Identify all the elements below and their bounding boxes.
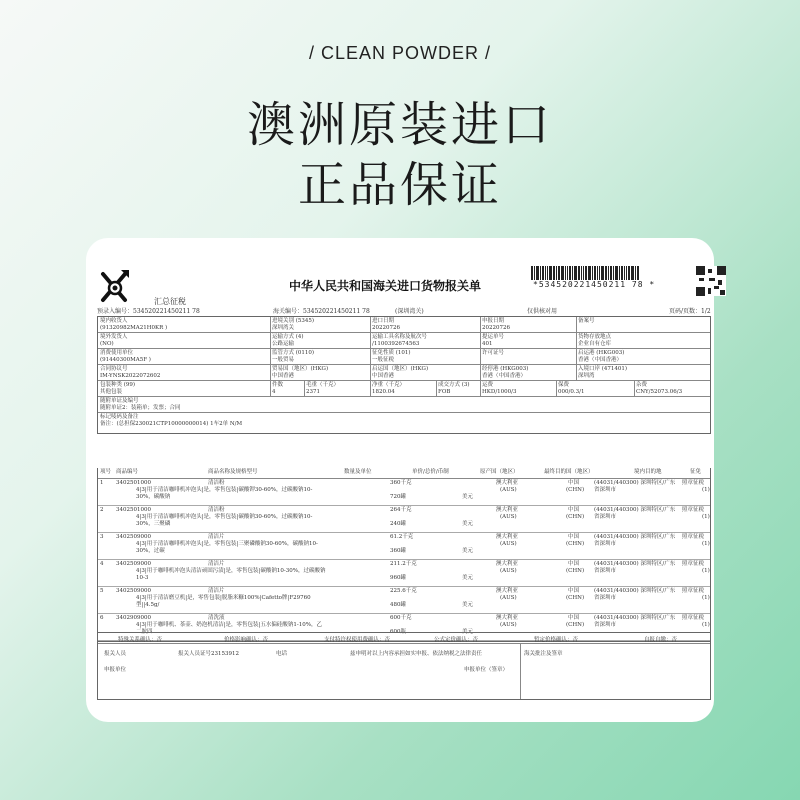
col-duty: 征免 [690, 469, 702, 475]
value-bill-no: 401 [482, 341, 493, 347]
tagline: / CLEAN POWDER / [308, 43, 492, 63]
label-pieces: 件数 [272, 382, 284, 388]
verification-note: 仅供核对用 [527, 308, 558, 315]
value-freight: HKD/1000/3 [482, 389, 517, 395]
declarant-label: 报关人员 [104, 651, 127, 657]
customs-no: 海关编号：534520221450211 78 [273, 308, 370, 315]
value-net-weight: 1820.04 [372, 389, 395, 395]
goods-spec: 4|3|用于咖啡机、茶壶、奶泡机清洁|是，零售包装|五水偏硅酸钠1-10%，乙二胺四 [136, 622, 322, 635]
confirm-formula-price: 公式定价确认：否 [434, 637, 479, 643]
goods-cur: 美元 [462, 494, 474, 500]
declaration-card [86, 238, 714, 722]
goods-region: (44031/440300) 深圳特区/广东省深圳市 [594, 588, 676, 601]
grid-row [98, 365, 710, 381]
goods-duty: 照章征税 [682, 588, 705, 594]
value-package-type: 其他包装 [100, 389, 123, 395]
label-attached-docs: 随附单证及编号 [100, 398, 139, 404]
label-transport-mode: 运输方式 (4) [272, 334, 304, 340]
value-insurance: 000/0.3/1 [558, 389, 585, 395]
value-departure-port: 香港（中国香港） [578, 357, 623, 363]
confirm-temp-price: 暂定价格确认：否 [534, 637, 579, 643]
goods-qty2: 480罐 [390, 602, 406, 608]
goods-qty2: 720罐 [390, 494, 406, 500]
goods-duty: 照章征税 [682, 561, 705, 567]
goods-origin-code: (AUS) [500, 622, 517, 628]
document-title: 中华人民共和国海关进口货物报关单 [289, 279, 482, 293]
goods-table [97, 468, 711, 642]
label-storage: 货物存放地点 [578, 334, 612, 340]
goods-dest: 中国 [568, 507, 580, 513]
goods-qty2: 240罐 [390, 521, 406, 527]
goods-dest: 中国 [568, 588, 580, 594]
label-transit-port: 经停港 (HKG003) [482, 366, 529, 372]
goods-spec: 4|3|用于清洁磨豆机|是，零售包装|脱脂米糠100%|Cafetto牌|F29760型||4.5g/ [136, 595, 311, 608]
value-transport-mode: 公路运输 [272, 341, 295, 347]
label-bill-no: 提运单号 [482, 334, 505, 340]
confirm-self-pay: 自报自缴：否 [644, 637, 678, 643]
goods-no: 3 [100, 534, 104, 540]
label-tax-nature: 征免性质 (101) [372, 350, 411, 356]
label-departure-port: 启运港 (HKG003) [578, 350, 625, 356]
value-transit-port: 香港（中国香港） [482, 373, 527, 379]
barcode-number: *534520221450211 78 * [533, 280, 656, 289]
goods-origin-code: (AUS) [500, 541, 517, 547]
goods-spec: 4|3|用于清洁咖啡机冲泡头|是，零售包装|三聚磷酸钠30-60%，碳酸钠10-30%，过碳 [136, 541, 318, 554]
goods-qty1: 600千克 [390, 615, 412, 621]
barcode [531, 266, 676, 280]
goods-code: 3402501000 [116, 480, 151, 486]
confirm-row [98, 633, 710, 644]
goods-region: (44031/440300) 深圳特区/广东省深圳市 [594, 534, 676, 547]
goods-qty1: 360千克 [390, 480, 412, 486]
label-gross-weight: 毛重（千克） [306, 382, 340, 388]
goods-name: 清洁粉 [208, 480, 225, 486]
goods-dest: 中国 [568, 534, 580, 540]
meta-row [97, 306, 709, 316]
value-vehicle: /1100392674563 [372, 341, 420, 347]
goods-no: 4 [100, 561, 104, 567]
goods-no: 5 [100, 588, 104, 594]
value-trade-country: 中国香港 [272, 373, 295, 379]
goods-origin-code: (AUS) [500, 487, 517, 493]
goods-dest-code: (CHN) [566, 595, 585, 601]
value-entry-point: 深圳湾 [578, 373, 595, 379]
goods-row [98, 479, 710, 506]
col-item-no: 项号 [100, 469, 112, 475]
goods-origin: 澳大利亚 [496, 507, 519, 513]
label-import-date: 进口日期 [372, 318, 395, 324]
goods-cur: 美元 [462, 548, 474, 554]
grid-row-docs [98, 397, 710, 413]
goods-qty2: 960罐 [390, 575, 406, 581]
value-contract: IM-YNSK2022072602 [100, 373, 161, 379]
value-pieces: 4 [272, 389, 276, 395]
goods-duty-code: (1) [702, 595, 710, 601]
goods-name: 清洁片 [208, 534, 225, 540]
col-hs-code: 商品编号 [116, 469, 139, 475]
value-storage: 企业自有仓库 [578, 341, 612, 347]
value-import-date: 20220726 [372, 325, 400, 331]
label-freight: 运费 [482, 382, 494, 388]
qr-code-icon [696, 266, 726, 296]
value-marks: 备注：(总担保230021CTP10000000014) 1车2单 N/M [100, 421, 243, 427]
label-deal-mode: 成交方式 (3) [438, 382, 470, 388]
label-user-unit: 消费使用单位 [100, 350, 134, 356]
value-gross-weight: 2371 [306, 389, 320, 395]
goods-duty-code: (1) [702, 541, 710, 547]
declaring-unit: 申报单位 [104, 667, 127, 673]
col-quantity: 数量及单位 [344, 469, 372, 475]
org-label: 汇总征税 [154, 297, 186, 306]
label-package-type: 包装种类 (99) [100, 382, 136, 388]
goods-row [98, 587, 710, 614]
goods-dest-code: (CHN) [566, 541, 585, 547]
label-vehicle: 运输工具名称及航次号 [372, 334, 428, 340]
goods-code: 3402509000 [116, 534, 151, 540]
goods-region: (44031/440300) 深圳特区/广东省深圳市 [594, 615, 676, 628]
goods-duty-code: (1) [702, 568, 710, 574]
declaration-footer [97, 632, 711, 700]
col-domestic-dest: 境内目的地 [634, 469, 662, 475]
goods-origin: 澳大利亚 [496, 534, 519, 540]
grid-row [98, 333, 710, 349]
goods-qty1: 211.2千克 [390, 561, 417, 567]
goods-dest-code: (CHN) [566, 568, 585, 574]
grid-row [98, 317, 710, 333]
goods-spec: 4|3|用于清洁咖啡机冲泡头|是，零售包装|碳酸钠30-60%，过碳酸钠10-30%，三聚磷 [136, 514, 313, 527]
headline-import: 澳洲原装进口 [246, 97, 553, 153]
goods-dest: 中国 [568, 480, 580, 486]
customs-declaration [91, 260, 709, 712]
goods-cur: 美元 [462, 575, 474, 581]
goods-code: 3402501000 [116, 507, 151, 513]
label-declare-date: 申报日期 [482, 318, 505, 324]
goods-qty1: 61.2千克 [390, 534, 414, 540]
goods-row [98, 533, 710, 560]
goods-origin: 澳大利亚 [496, 480, 519, 486]
goods-origin: 澳大利亚 [496, 588, 519, 594]
goods-cur: 美元 [462, 629, 474, 635]
label-supervision: 监管方式 (0110) [272, 350, 315, 356]
grid-row [98, 349, 710, 365]
label-consignee: 境内收货人 [100, 318, 128, 324]
goods-duty: 照章征税 [682, 615, 705, 621]
customs-emblem-icon [95, 266, 135, 306]
value-supervision: 一般贸易 [272, 357, 295, 363]
goods-code: 3402909000 [116, 615, 151, 621]
goods-name: 清洗液 [208, 615, 225, 621]
goods-origin-code: (AUS) [500, 568, 517, 574]
goods-cur: 美元 [462, 521, 474, 527]
goods-qty2: 360罐 [390, 548, 406, 554]
label-record-no: 备案号 [578, 318, 595, 324]
goods-duty: 照章征税 [682, 507, 705, 513]
goods-duty-code: (1) [702, 514, 710, 520]
grid-row [98, 381, 710, 397]
goods-code: 3402509000 [116, 561, 151, 567]
goods-dest: 中国 [568, 615, 580, 621]
value-shipper: (NO) [100, 341, 114, 347]
goods-row [98, 506, 710, 533]
label-entry-point: 入境口岸 (471401) [578, 366, 628, 372]
customs-approval: 海关批注及签章 [524, 651, 563, 657]
goods-dest-code: (CHN) [566, 622, 585, 628]
goods-cur: 美元 [462, 602, 474, 608]
label-trade-country: 贸易国（地区）(HKG) [272, 366, 329, 372]
goods-dest-code: (CHN) [566, 487, 585, 493]
label-license: 许可证号 [482, 350, 505, 356]
goods-region: (44031/440300) 深圳特区/广东省深圳市 [594, 507, 676, 520]
goods-spec: 4|3|用于清洁咖啡机冲泡头|是，零售包装|碳酸钾30-60%，过碳酸钠10-30%，碳酸钠 [136, 487, 313, 500]
value-misc-fee: CNY/52073.06/3 [636, 389, 683, 395]
goods-header [98, 468, 710, 479]
goods-qty2: 600瓶 [390, 629, 406, 635]
col-origin: 原产国（地区） [480, 469, 519, 475]
goods-origin: 澳大利亚 [496, 561, 519, 567]
goods-no: 6 [100, 615, 104, 621]
legal-statement: 兹申明对以上内容承担如实申报、依法纳税之法律责任 [350, 651, 483, 657]
goods-origin-code: (AUS) [500, 595, 517, 601]
col-destination: 最终目的国（地区） [544, 469, 594, 475]
label-origin-country: 启运国（地区）(HKG) [372, 366, 429, 372]
goods-name: 清洁片 [208, 588, 225, 594]
goods-name: 清洁粉 [208, 507, 225, 513]
goods-origin-code: (AUS) [500, 514, 517, 520]
goods-qty1: 225.6千克 [390, 588, 417, 594]
value-entry-port: 深圳湾关 [272, 325, 295, 331]
label-contract: 合同协议号 [100, 366, 128, 372]
goods-no: 1 [100, 480, 104, 486]
goods-duty: 照章征税 [682, 534, 705, 540]
col-name-spec: 商品名称及规格型号 [208, 469, 258, 475]
goods-duty-code: (1) [702, 487, 710, 493]
confirm-royalty: 支付特许权使用费确认：否 [324, 637, 391, 643]
confirm-price-impact: 价格影响确认：否 [224, 637, 269, 643]
declaration-header-grid [97, 316, 711, 434]
goods-code: 3402509000 [116, 588, 151, 594]
value-declare-date: 20220726 [482, 325, 510, 331]
goods-qty1: 264千克 [390, 507, 412, 513]
label-entry-port: 进境关别 (5345) [272, 318, 315, 324]
declarant-no: 报关人员证号23153912 [178, 651, 239, 657]
value-tax-nature: 一般征税 [372, 357, 395, 363]
label-net-weight: 净重（千克） [372, 382, 406, 388]
goods-dest: 中国 [568, 561, 580, 567]
pre-record-no: 预录入编号：534520221450211 78 [97, 308, 200, 315]
value-user-unit: (91440300MA5F ) [100, 357, 151, 363]
value-deal-mode: FOB [438, 389, 451, 395]
label-marks: 标记唛码及备注 [100, 414, 139, 420]
label-insurance: 保费 [558, 382, 570, 388]
goods-dest-code: (CHN) [566, 514, 585, 520]
goods-name: 清洁片 [208, 561, 225, 567]
goods-region: (44031/440300) 深圳特区/广东省深圳市 [594, 561, 676, 574]
value-origin-country: 中国香港 [372, 373, 395, 379]
unit-seal: 申报单位（签章） [464, 667, 509, 673]
goods-duty-code: (1) [702, 622, 710, 628]
customs-port: (深圳湾关) [395, 308, 424, 315]
goods-origin: 澳大利亚 [496, 615, 519, 621]
page-count: 页码/页数：1/2 [669, 308, 711, 315]
goods-duty: 照章征税 [682, 480, 705, 486]
confirm-special-relation: 特殊关系确认：否 [118, 637, 163, 643]
grid-row-marks [98, 413, 710, 433]
col-price: 单价/总价/币制 [412, 469, 449, 475]
goods-region: (44031/440300) 深圳特区/广东省深圳市 [594, 480, 676, 493]
phone-label: 电话 [276, 651, 288, 657]
value-attached-docs: 随附单证2：装箱单；发票；合同 [100, 405, 181, 411]
label-misc-fee: 杂费 [636, 382, 648, 388]
headline-authentic: 正品保证 [297, 157, 502, 213]
goods-row [98, 560, 710, 587]
label-shipper: 境外发货人 [100, 334, 128, 340]
goods-spec: 4|3|用于咖啡机冲泡头清洁顽固污渍|是，零售包装|碳酸钠10-30%，过碳酸钠10-3 [136, 568, 326, 581]
goods-no: 2 [100, 507, 104, 513]
value-consignee: (91320982MA21H0KR ) [100, 325, 168, 331]
